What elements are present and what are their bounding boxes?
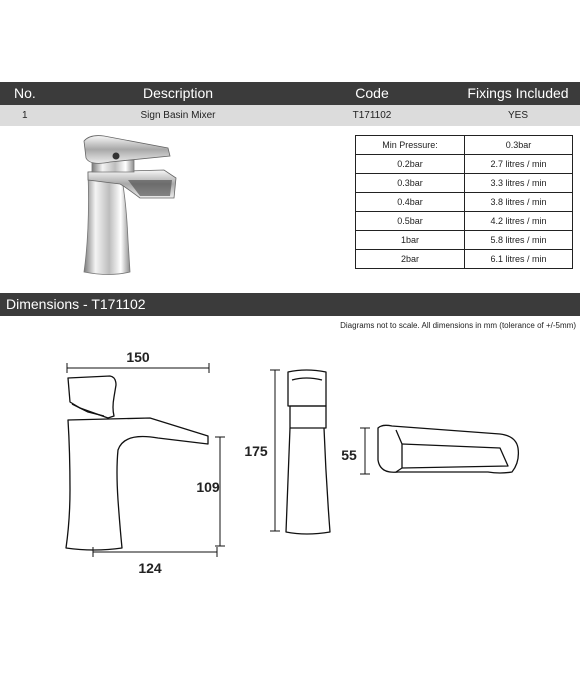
flow-value: 3.8 litres / min — [465, 193, 573, 212]
side-view-outline — [68, 376, 116, 418]
dimensions-title: Dimensions - T171102 — [6, 296, 146, 312]
dim-handle-depth: 55 — [341, 447, 357, 463]
row-description: Sign Basin Mixer — [140, 110, 216, 121]
row-code: T171102 — [352, 110, 392, 121]
side-view-body — [66, 418, 208, 550]
dimensions-note: Diagrams not to scale. All dimensions in mm (tolerance of +/-5mm) — [340, 321, 576, 330]
flow-value: 4.2 litres / min — [465, 212, 573, 231]
dim-base-width: 124 — [138, 560, 162, 576]
flow-value: 3.3 litres / min — [465, 174, 573, 193]
header-description: Description — [142, 85, 214, 101]
dim-height-spout: 109 — [196, 479, 220, 495]
flow-value: 5.8 litres / min — [465, 231, 573, 250]
header-fixings: Fixings Included — [467, 85, 569, 101]
pressure-label: 1bar — [356, 231, 465, 250]
row-no: 1 — [22, 110, 28, 121]
flow-value: 6.1 litres / min — [465, 250, 573, 269]
pressure-label: 2bar — [356, 250, 465, 269]
dim-width-total: 150 — [126, 349, 150, 365]
pressure-label: Min Pressure: — [356, 136, 465, 155]
flow-value: 2.7 litres / min — [465, 155, 573, 174]
dim-height-total: 175 — [244, 443, 268, 459]
header-code: Code — [355, 85, 389, 101]
header-no: No. — [14, 85, 36, 101]
pressure-label: 0.2bar — [356, 155, 465, 174]
pressure-label: 0.4bar — [356, 193, 465, 212]
pressure-label: 0.5bar — [356, 212, 465, 231]
pressure-label: 0.3bar — [356, 174, 465, 193]
front-view-outline — [288, 370, 326, 406]
flow-value: 0.3bar — [465, 136, 573, 155]
row-fixings: YES — [507, 110, 528, 121]
